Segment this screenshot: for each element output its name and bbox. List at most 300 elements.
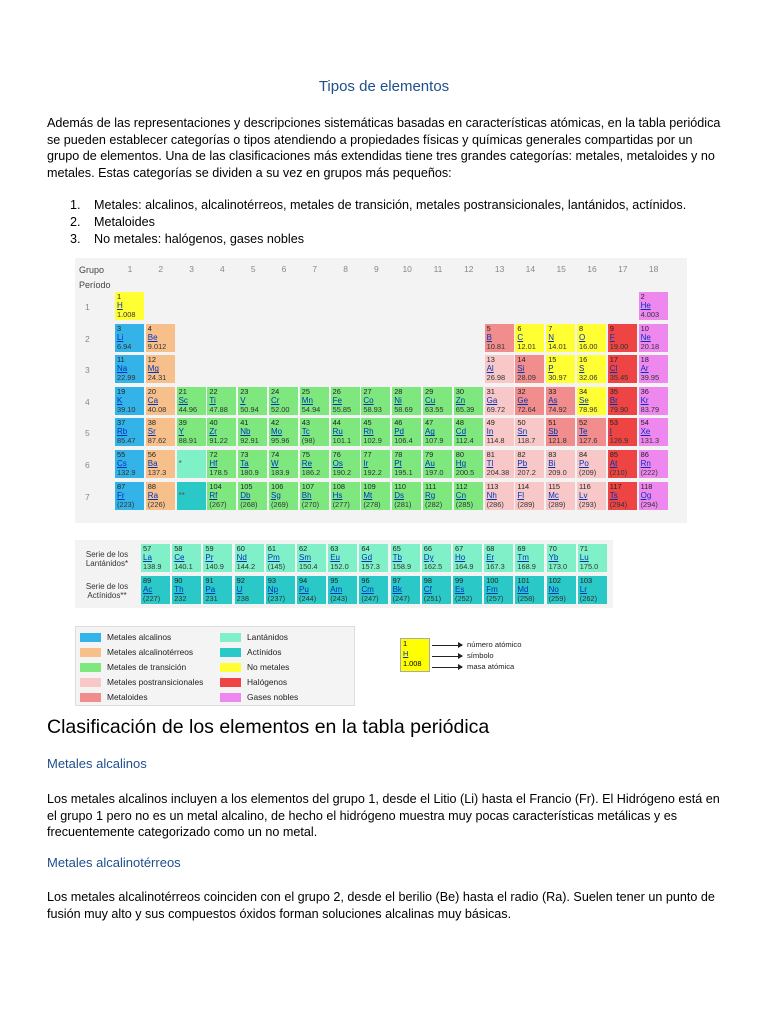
atomic-number: 35 <box>609 386 619 396</box>
atomic-mass: 168.9 <box>517 562 536 571</box>
atomic-mass: (294) <box>640 499 658 509</box>
atomic-number: 76 <box>332 450 341 459</box>
legend-label: No metales <box>247 662 290 672</box>
atomic-mass: 144.2 <box>236 562 256 571</box>
element-cell <box>546 387 575 415</box>
atomic-mass: 175.0 <box>579 562 599 571</box>
period-number: 1 <box>85 302 90 312</box>
group-number: 8 <box>343 264 348 274</box>
list-item <box>70 197 686 214</box>
atomic-mass: 186.2 <box>301 468 321 477</box>
element-symbol: W <box>271 459 279 468</box>
atomic-mass: 152.0 <box>330 562 349 571</box>
atomic-mass: 12.01 <box>517 341 536 351</box>
atomic-number: 45 <box>363 418 372 428</box>
element-symbol: Re <box>301 459 313 468</box>
atomic-mass: 238 <box>236 594 249 603</box>
element-symbol: Tc <box>301 427 310 437</box>
element-cell <box>203 544 232 572</box>
atomic-mass: 54.94 <box>301 404 321 414</box>
element-symbol: Te <box>579 427 588 437</box>
element-cell <box>115 482 144 510</box>
legend-item <box>220 647 281 657</box>
atomic-mass: 112.4 <box>455 436 474 446</box>
element-symbol: Ba <box>147 459 158 468</box>
atomic-mass: (227) <box>143 594 161 603</box>
element-cell <box>423 482 452 510</box>
element-symbol: Kr <box>640 395 649 405</box>
element-symbol: N <box>548 332 554 342</box>
atomic-mass: 192.2 <box>363 468 382 477</box>
element-symbol: Cu <box>425 395 436 405</box>
element-symbol: Mn <box>301 395 313 405</box>
atomic-mass: (289) <box>517 499 535 509</box>
atomic-number: 99 <box>455 576 464 585</box>
atomic-mass: (243) <box>330 594 348 603</box>
atomic-number: 12 <box>147 355 157 365</box>
element-symbol: O <box>579 332 586 342</box>
element-symbol: Ne <box>640 332 651 342</box>
atomic-mass: 121.8 <box>548 436 567 446</box>
element-symbol: Ni <box>394 395 402 405</box>
element-symbol: Pb <box>517 459 528 468</box>
atomic-number: 110 <box>394 481 406 491</box>
element-cell <box>515 576 544 604</box>
element-cell <box>515 418 544 446</box>
element-symbol: K <box>117 395 123 405</box>
element-symbol: Po <box>579 459 589 468</box>
atomic-mass: (257) <box>486 594 504 603</box>
group-number: 4 <box>220 264 225 274</box>
element-symbol: Pr <box>205 553 214 562</box>
atomic-mass: 52.00 <box>271 404 290 414</box>
element-symbol: H <box>117 301 123 310</box>
element-symbol: Pu <box>299 585 309 594</box>
element-cell <box>207 387 236 415</box>
group-number: 7 <box>312 264 318 274</box>
element-symbol: Bi <box>548 459 556 468</box>
element-symbol: Sn <box>517 427 528 437</box>
atomic-number: 72 <box>209 450 218 459</box>
element-cell <box>269 450 298 478</box>
element-cell <box>266 576 295 604</box>
key-atomic-number: 1 <box>403 639 408 648</box>
atomic-mass: (259) <box>548 594 566 603</box>
element-cell <box>115 450 144 478</box>
element-symbol: Am <box>330 585 343 594</box>
element-symbol: Ds <box>394 490 404 500</box>
legend-label: Gases nobles <box>247 692 299 702</box>
element-symbol: Rf <box>209 490 218 500</box>
atomic-number: 20 <box>147 386 157 396</box>
element-symbol: Br <box>609 395 618 405</box>
atomic-number: 8 <box>579 323 584 333</box>
legend-label: Lantánidos <box>247 632 288 642</box>
legend-item <box>220 692 298 702</box>
atomic-number: 29 <box>425 386 434 396</box>
list-item <box>70 214 686 231</box>
element-symbol: Li <box>117 332 124 342</box>
atomic-mass: 138.9 <box>143 562 162 571</box>
atomic-mass: (98) <box>301 436 315 446</box>
group-number: 10 <box>402 264 412 274</box>
list-number: 1. <box>70 198 81 212</box>
element-symbol: Na <box>117 364 128 374</box>
element-cell <box>177 387 206 415</box>
atomic-number: 102 <box>548 576 561 585</box>
atomic-number: 88 <box>147 481 157 491</box>
atomic-mass: (285) <box>455 499 474 509</box>
atomic-number: 78 <box>394 450 403 459</box>
atomic-mass: 232 <box>174 594 187 603</box>
element-cell <box>453 544 482 572</box>
atomic-number: 63 <box>330 544 339 553</box>
atomic-mass: 131.3 <box>640 436 660 446</box>
element-symbol: In <box>486 427 494 437</box>
atomic-mass: 190.2 <box>332 468 352 477</box>
element-symbol: Rh <box>363 427 374 437</box>
atomic-mass: (282) <box>425 499 443 509</box>
atomic-number: 36 <box>640 386 649 396</box>
atomic-number: 2 <box>640 292 645 301</box>
atomic-number: 62 <box>299 544 308 553</box>
key-atomic-mass: 1.008 <box>403 659 422 668</box>
element-symbol: Si <box>517 364 525 374</box>
atomic-number: 33 <box>548 386 557 396</box>
atomic-number: 107 <box>301 481 315 491</box>
atomic-number: 39 <box>178 418 187 428</box>
element-cell <box>146 418 175 446</box>
element-cell <box>361 482 390 510</box>
element-symbol: Fr <box>117 490 125 500</box>
element-symbol: Ge <box>517 395 529 405</box>
atomic-mass: 19.00 <box>609 341 629 351</box>
element-symbol: Ga <box>486 395 498 405</box>
element-cell <box>515 544 544 572</box>
atomic-mass: (270) <box>301 499 320 509</box>
element-cell <box>146 482 175 510</box>
key-number-label: número atómico <box>467 640 522 649</box>
atomic-number: 51 <box>548 418 557 428</box>
atomic-number: 58 <box>174 544 183 553</box>
element-symbol: S <box>579 364 585 374</box>
element-cell <box>454 450 483 478</box>
element-symbol: Db <box>240 490 251 500</box>
list-number: 3. <box>70 231 81 246</box>
atomic-mass: 164.9 <box>455 562 474 571</box>
atomic-number: 79 <box>425 450 434 459</box>
legend-swatch <box>220 663 241 672</box>
period-number: 6 <box>85 460 90 470</box>
legend-item <box>220 632 288 642</box>
element-symbol: Co <box>363 395 374 405</box>
element-symbol: No <box>548 585 559 594</box>
group-number: 3 <box>189 264 194 274</box>
atomic-number: 98 <box>423 576 433 585</box>
atomic-number: 44 <box>332 418 341 428</box>
atomic-mass: 158.9 <box>392 562 412 571</box>
atomic-number: 92 <box>236 576 245 585</box>
element-symbol: Gd <box>361 553 373 562</box>
atomic-mass: 162.5 <box>423 562 443 571</box>
element-symbol: Ti <box>209 395 216 405</box>
element-cell <box>422 576 451 604</box>
element-symbol: Bh <box>301 490 312 500</box>
atomic-mass: 69.72 <box>486 404 506 414</box>
element-symbol: La <box>143 553 152 562</box>
element-cell <box>423 450 452 478</box>
atomic-mass: 78.96 <box>579 404 598 414</box>
atomic-number: 104 <box>209 481 222 491</box>
atomic-number: 71 <box>579 544 589 553</box>
atomic-number: 31 <box>486 386 495 396</box>
element-cell <box>269 387 298 415</box>
atomic-number: 90 <box>174 576 183 585</box>
element-cell <box>453 576 482 604</box>
atomic-number: 4 <box>147 323 152 333</box>
element-symbol: Sg <box>271 490 281 500</box>
atomic-number: 69 <box>517 544 526 553</box>
alkali-paragraph: Los metales alcalinos incluyen a los elementos del grupo 1, desde el Litio (Li) hasta el Francio (Fr). El Hidrógeno está en el grupo 1 pero no es un metal alcalino, de hecho el hidrógeno muestra muy pocas características metálicas y es frecuentemente categorizado como un no metal. <box>47 792 720 839</box>
element-symbol: Au <box>425 459 435 468</box>
atomic-mass: (267) <box>209 499 227 509</box>
key-mass-label: masa atómica <box>467 662 515 671</box>
atomic-mass: 30.97 <box>548 373 567 383</box>
element-cell <box>639 355 668 383</box>
arrow-icon <box>432 656 462 657</box>
atomic-mass: 72.64 <box>517 404 536 414</box>
atomic-mass: (258) <box>517 594 535 603</box>
atomic-mass: (145) <box>267 562 286 571</box>
atomic-mass: 207.2 <box>517 468 536 477</box>
element-cell <box>485 450 514 478</box>
atomic-mass: (209) <box>579 468 597 477</box>
element-cell <box>454 482 483 510</box>
atomic-mass: 40.08 <box>147 404 167 414</box>
element-cell <box>639 324 668 352</box>
actinide-series-label: Serie de los Actínidos** <box>85 582 129 600</box>
element-cell <box>300 482 329 510</box>
element-symbol: V <box>240 395 246 405</box>
element-cell <box>331 450 360 478</box>
element-symbol: Lu <box>579 553 589 562</box>
element-symbol: Mg <box>147 364 159 374</box>
atomic-mass: 65.39 <box>455 404 475 414</box>
legend-label: Metales alcalinos <box>107 632 172 642</box>
period-number: 2 <box>85 333 90 344</box>
element-cell <box>297 576 326 604</box>
atomic-number: 7 <box>548 323 553 333</box>
atomic-mass: 32.06 <box>579 373 598 383</box>
element-cell <box>485 324 514 352</box>
atomic-number: 105 <box>240 481 253 491</box>
atomic-mass: 102.9 <box>363 436 382 446</box>
element-cell <box>207 450 236 478</box>
atomic-mass: 91.22 <box>209 436 228 446</box>
atomic-mass: (226) <box>147 499 166 509</box>
element-symbol: Cr <box>271 395 280 405</box>
element-cell <box>608 387 637 415</box>
element-cell <box>146 355 175 383</box>
element-cell <box>608 450 637 478</box>
element-cell <box>423 387 452 415</box>
atomic-mass: 47.88 <box>209 404 228 414</box>
atomic-number: 75 <box>301 450 311 459</box>
color-legend <box>75 626 355 706</box>
atomic-mass: 20.18 <box>640 341 660 351</box>
group-number: 14 <box>525 264 536 274</box>
atomic-number: 55 <box>117 450 126 459</box>
atomic-mass: 55.85 <box>332 404 352 414</box>
element-cell <box>577 324 606 352</box>
element-symbol: Hs <box>332 490 343 500</box>
element-cell <box>454 387 483 415</box>
group-number: 12 <box>464 264 474 274</box>
element-symbol: Cf <box>423 585 432 594</box>
atomic-mass: 140.9 <box>205 562 224 571</box>
element-cell <box>577 482 606 510</box>
element-symbol: Bk <box>392 585 402 594</box>
legend-label: Metales de transición <box>107 662 187 672</box>
element-symbol: Hf <box>209 459 218 468</box>
element-symbol: Ra <box>147 490 159 500</box>
element-cell <box>203 576 232 604</box>
element-symbol: Os <box>332 459 343 468</box>
element-symbol: Lv <box>579 490 588 500</box>
element-cell <box>361 418 390 446</box>
atomic-number: 87 <box>117 481 126 491</box>
element-symbol: Nb <box>240 427 251 437</box>
atomic-mass: 14.01 <box>548 341 567 351</box>
legend-label: Metales alcalinotérreos <box>107 647 194 657</box>
atomic-mass: 173.0 <box>548 562 568 571</box>
period-number: 3 <box>85 365 90 376</box>
element-cell <box>484 576 513 604</box>
period-number: 5 <box>85 428 90 439</box>
element-symbol: Md <box>517 585 529 594</box>
atomic-mass: 127.6 <box>579 436 598 446</box>
element-symbol: C <box>517 332 524 342</box>
element-cell <box>141 576 170 604</box>
element-symbol: Zn <box>455 395 466 405</box>
atomic-number: 24 <box>271 386 280 396</box>
element-cell <box>422 544 451 572</box>
element-symbol: Fl <box>517 490 525 500</box>
element-cell <box>546 482 575 510</box>
atomic-number: 43 <box>301 418 311 428</box>
element-symbol: Pd <box>394 427 404 437</box>
legend-swatch <box>220 693 241 702</box>
atomic-number: 57 <box>143 544 152 553</box>
element-cell <box>639 482 668 510</box>
atomic-mass: 39.95 <box>640 373 660 383</box>
element-cell <box>269 418 298 446</box>
categories-list <box>70 197 686 247</box>
atomic-mass: 87.62 <box>147 436 167 446</box>
atomic-mass: 58.69 <box>394 404 413 414</box>
element-symbol: Cs <box>117 459 127 468</box>
element-cell <box>391 576 420 604</box>
atomic-number: 94 <box>299 576 308 585</box>
atomic-number: 53 <box>609 418 619 428</box>
element-symbol: Eu <box>330 553 340 562</box>
atomic-number: 41 <box>240 418 249 428</box>
atomic-number: 70 <box>548 544 557 553</box>
atomic-number: 47 <box>425 418 434 428</box>
atomic-mass: (277) <box>332 499 350 509</box>
atomic-number: 103 <box>579 576 593 585</box>
element-cell <box>577 387 606 415</box>
legend-swatch <box>80 633 101 642</box>
atomic-mass: (278) <box>363 499 381 509</box>
atomic-number: 91 <box>205 576 214 585</box>
atomic-mass: (268) <box>240 499 258 509</box>
arrow-icon <box>432 667 462 668</box>
atomic-mass: 167.3 <box>486 562 505 571</box>
legend-item <box>80 647 193 657</box>
element-cell <box>392 482 421 510</box>
element-symbol: Tb <box>392 553 402 562</box>
atomic-mass: 50.94 <box>240 404 259 414</box>
element-cell <box>639 292 668 320</box>
atomic-mass: 157.3 <box>361 562 380 571</box>
element-symbol: Fm <box>486 585 498 594</box>
element-cell <box>207 418 236 446</box>
element-cell <box>297 544 326 572</box>
element-cell <box>485 355 514 383</box>
atomic-number: 50 <box>517 418 526 428</box>
element-symbol: Ru <box>332 427 343 437</box>
element-cell <box>515 355 544 383</box>
element-symbol: Tl <box>486 459 494 468</box>
atomic-number: 85 <box>609 450 619 459</box>
element-symbol: Pm <box>267 553 280 562</box>
element-cell <box>578 576 607 604</box>
atomic-number: 117 <box>609 481 622 491</box>
element-symbol: Mt <box>363 490 373 500</box>
element-cell <box>485 418 514 446</box>
legend-label: Halógenos <box>247 677 288 687</box>
atomic-number: 15 <box>548 355 557 365</box>
element-symbol: Sr <box>147 427 156 437</box>
element-symbol: Fe <box>332 395 342 405</box>
legend-swatch <box>220 633 241 642</box>
element-symbol: Ag <box>425 427 435 437</box>
atomic-mass: 137.3 <box>147 468 167 477</box>
element-cell <box>515 387 544 415</box>
legend-swatch <box>80 678 101 687</box>
element-symbol: I <box>609 427 613 437</box>
atomic-number: 5 <box>486 323 491 333</box>
element-symbol: Np <box>267 585 279 594</box>
element-symbol: Cm <box>361 585 374 594</box>
atomic-mass: 63.55 <box>425 404 444 414</box>
legend-swatch <box>80 648 101 657</box>
atomic-number: 52 <box>579 418 588 428</box>
group-number: 17 <box>618 264 628 274</box>
element-cell <box>392 387 421 415</box>
atomic-number: 48 <box>455 418 465 428</box>
element-cell <box>172 544 201 572</box>
element-cell <box>546 450 575 478</box>
element-symbol: He <box>640 301 651 310</box>
key-symbol-label: símbolo <box>467 651 494 660</box>
group-number: 2 <box>158 264 164 274</box>
atomic-number: 80 <box>455 450 465 459</box>
element-symbol: Og <box>640 490 652 500</box>
atomic-mass: (281) <box>394 499 412 509</box>
atomic-mass: 24.31 <box>147 373 167 383</box>
